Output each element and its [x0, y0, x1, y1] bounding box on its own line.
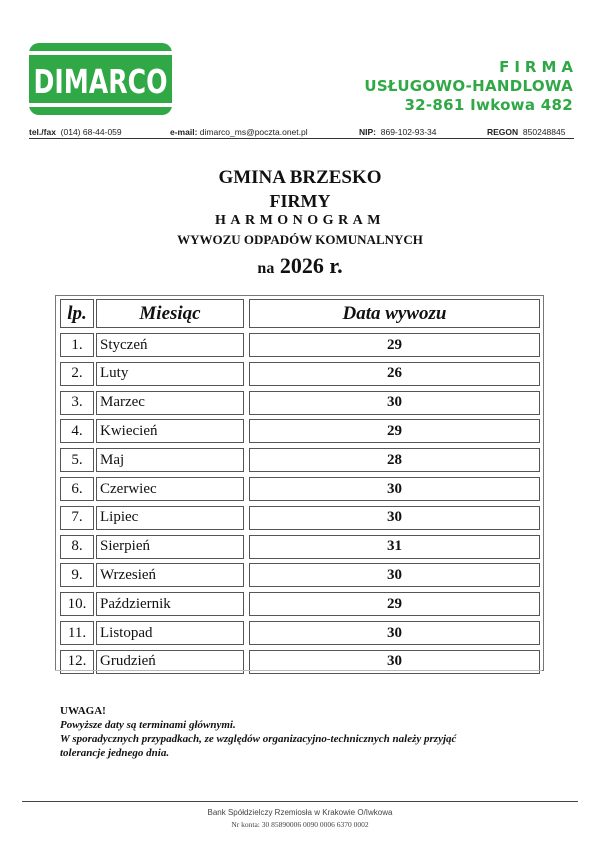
firm-type: FIRMA	[499, 58, 578, 76]
logo-text: DIMARCO	[33, 62, 168, 101]
header-date: Data wywozu	[249, 299, 540, 328]
schedule-table	[55, 295, 544, 671]
regon-value: 850248845	[522, 127, 566, 137]
row-date: 30	[249, 477, 540, 501]
tel-value: (014) 68-44-059	[60, 127, 122, 137]
row-month: Listopad	[96, 621, 244, 645]
row-month: Luty	[96, 362, 244, 386]
email-label: e-mail:	[170, 127, 198, 137]
note-block	[60, 704, 456, 760]
note-line-1: Powyższe daty są terminami głównymi.	[60, 719, 236, 731]
title-year-prefix: na	[257, 260, 275, 277]
row-month: Lipiec	[96, 506, 244, 530]
row-date: 30	[249, 650, 540, 674]
note-line-3: tolerancje jednego dnia.	[60, 747, 170, 759]
footer-divider	[22, 801, 578, 802]
footer-bank: Bank Spółdzielczy Rzemiosła w Krakowie O/Iwkowa	[207, 808, 393, 817]
row-lp: 4.	[60, 419, 94, 443]
email-value: dimarco_ms@poczta.onet.pl	[199, 127, 308, 137]
row-month: Grudzień	[96, 650, 244, 674]
row-month: Czerwiec	[96, 477, 244, 501]
nip-label: NIP:	[359, 127, 376, 137]
row-month: Wrzesień	[96, 563, 244, 587]
title-year-value: 2026 r.	[279, 253, 343, 278]
title-year	[0, 253, 600, 279]
header-divider	[29, 138, 574, 139]
nip-value: 869-102-93-34	[380, 127, 437, 137]
header-month: Miesiąc	[96, 299, 244, 328]
row-date: 31	[249, 535, 540, 559]
row-date: 29	[249, 419, 540, 443]
row-date: 30	[249, 621, 540, 645]
tel-label: tel./fax	[29, 127, 56, 137]
row-lp: 12.	[60, 650, 94, 674]
row-date: 30	[249, 506, 540, 530]
row-date: 28	[249, 448, 540, 472]
title-firmy: FIRMY	[269, 191, 331, 211]
row-lp: 8.	[60, 535, 94, 559]
row-date: 30	[249, 563, 540, 587]
row-date: 26	[249, 362, 540, 386]
row-date: 29	[249, 333, 540, 357]
row-month: Sierpień	[96, 535, 244, 559]
title-harmonogram: HARMONOGRAM	[214, 213, 386, 228]
row-month: Maj	[96, 448, 244, 472]
row-lp: 1.	[60, 333, 94, 357]
footer-account: Nr konta: 30 85890006 0090 0006 6370 0002	[231, 820, 369, 829]
row-month: Marzec	[96, 391, 244, 415]
row-lp: 9.	[60, 563, 94, 587]
row-month: Styczeń	[96, 333, 244, 357]
regon-label: REGON	[487, 127, 519, 137]
row-lp: 10.	[60, 592, 94, 616]
row-lp: 7.	[60, 506, 94, 530]
table-bottom-line	[55, 670, 542, 671]
title-subtitle: WYWOZU ODPADÓW KOMUNALNYCH	[177, 232, 423, 247]
note-line-2: W sporadycznych przypadkach, ze względów organizacyjno-technicznych należy przyjąć	[60, 733, 457, 745]
row-lp: 3.	[60, 391, 94, 415]
row-month: Październik	[96, 592, 244, 616]
row-lp: 5.	[60, 448, 94, 472]
header-lp: lp.	[60, 299, 94, 328]
row-date: 30	[249, 391, 540, 415]
row-date: 29	[249, 592, 540, 616]
firm-info	[364, 58, 578, 115]
title-gmina: GMINA BRZESKO	[218, 167, 382, 188]
row-month: Kwiecień	[96, 419, 244, 443]
firm-address: 32-861 Iwkowa 482	[404, 96, 573, 114]
note-heading: UWAGA!	[60, 705, 106, 717]
company-logo	[29, 43, 172, 115]
row-lp: 6.	[60, 477, 94, 501]
firm-kind: USŁUGOWO-HANDLOWA	[364, 77, 573, 95]
row-lp: 2.	[60, 362, 94, 386]
row-lp: 11.	[60, 621, 94, 645]
